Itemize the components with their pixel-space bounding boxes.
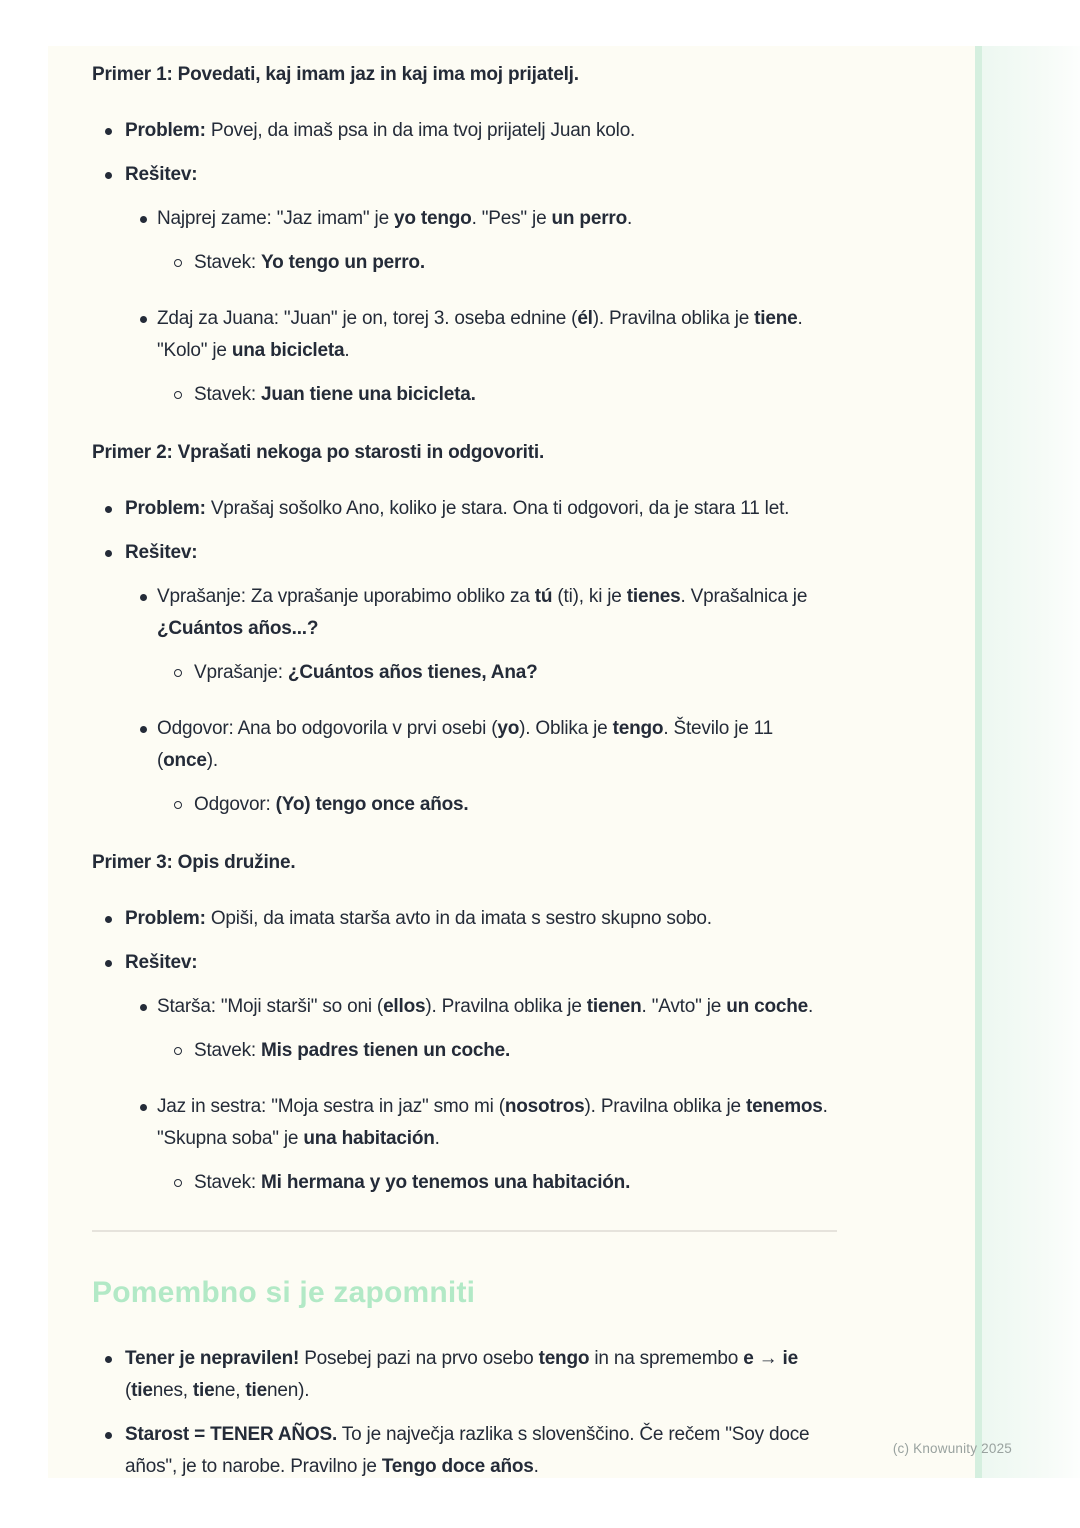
text: Opiši, da imata starša avto in da imata s sestro skupno sobo.	[205, 908, 712, 929]
list-item	[140, 303, 837, 367]
copyright-note: (c) Knowunity 2025	[892, 1441, 1012, 1456]
page-accent-stripe	[975, 46, 982, 1478]
bold-text: tenemos	[745, 1096, 823, 1117]
text: To je največja razlika s slovenščino. Če rečem "Soy doce años", je to narobe. Pravilno je	[125, 1424, 810, 1477]
bold-text: tú	[534, 586, 553, 607]
text: .	[808, 996, 814, 1017]
list-item	[140, 203, 837, 235]
list-item	[105, 115, 837, 147]
text: ). Oblika je	[519, 718, 613, 739]
text: Odgovor: Ana bo odgovorila v prvi osebi (	[157, 718, 498, 739]
text: . "Pes" je	[471, 208, 552, 229]
bold-text: tienen	[586, 996, 642, 1017]
bold-text: Rešitev:	[125, 164, 198, 185]
bold-text: Primer 1: Povedati, kaj imam jaz in kaj ima moj prijatelj.	[92, 64, 579, 85]
bold-text: él	[577, 308, 593, 329]
text: ne,	[214, 1380, 246, 1401]
bold-text: tiene	[754, 308, 798, 329]
text: (ti), ki je	[552, 586, 627, 607]
text: . "Skupna soba" je	[157, 1096, 828, 1149]
list-item	[105, 493, 837, 525]
text: .	[434, 1128, 440, 1149]
list-item	[174, 1035, 837, 1067]
text: . "Avto" je	[641, 996, 727, 1017]
bold-text: tengo	[612, 718, 664, 739]
bold-text: e → ie	[743, 1348, 799, 1369]
example-heading	[92, 60, 837, 90]
list-item	[174, 1167, 837, 1199]
text: Stavek:	[194, 252, 262, 273]
list-item	[105, 1419, 837, 1483]
text: .	[344, 340, 350, 361]
text: .	[627, 208, 633, 229]
example-heading	[92, 438, 837, 468]
bold-text: Pomembno si je zapomniti	[92, 1276, 476, 1309]
bold-text: nosotros	[504, 1096, 585, 1117]
list-item	[174, 657, 837, 689]
text: Najprej zame: "Jaz imam" je	[157, 208, 395, 229]
list-item	[105, 537, 837, 569]
bold-text: yo	[497, 718, 520, 739]
text: . Število je 11 (	[157, 718, 773, 771]
document-page	[48, 46, 975, 1478]
bold-text: tie	[245, 1380, 267, 1401]
list-item	[105, 1343, 837, 1407]
document-content	[92, 60, 837, 1495]
bold-text: Problem:	[125, 908, 206, 929]
bold-text: ellos	[383, 996, 426, 1017]
list-item	[140, 991, 837, 1023]
bold-text: Tener je nepravilen!	[125, 1348, 300, 1369]
example-heading	[92, 848, 837, 878]
divider	[92, 1230, 837, 1232]
text: ).	[206, 750, 218, 771]
text: nes,	[152, 1380, 193, 1401]
bold-text: tie	[192, 1380, 215, 1401]
list-item	[174, 247, 837, 279]
bold-text: (Yo) tengo once años.	[275, 794, 469, 815]
bold-text: una bicicleta	[231, 340, 345, 361]
text: Stavek:	[194, 1040, 262, 1061]
text: Zdaj za Juana: "Juan" je on, torej 3. oseba ednine (	[157, 308, 578, 329]
text: Povej, da imaš psa in da ima tvoj prijatelj Juan kolo.	[205, 120, 636, 141]
bold-text: Mi hermana y yo tenemos una habitación.	[261, 1172, 631, 1193]
bold-text: Rešitev:	[125, 542, 198, 563]
side-panel	[982, 46, 1080, 1478]
text: ). Pravilna oblika je	[425, 996, 587, 1017]
text: Vprašanje: Za vprašanje uporabimo obliko za	[157, 586, 535, 607]
list-item	[105, 159, 837, 191]
list-item	[174, 789, 837, 821]
text: Starša: "Moji starši" so oni (	[157, 996, 384, 1017]
list-item	[105, 903, 837, 935]
list-item	[105, 947, 837, 979]
bold-text: Mis padres tienen un coche.	[261, 1040, 511, 1061]
text: ). Pravilna oblika je	[592, 308, 755, 329]
text: in na spremembo	[589, 1348, 744, 1369]
text: Vprašanje:	[194, 662, 288, 683]
text: Stavek:	[194, 384, 262, 405]
text: Vprašaj sošolko Ano, koliko je stara. Ona ti odgovori, da je stara 11 let.	[205, 498, 790, 519]
text: . Vprašalnica je	[680, 586, 808, 607]
bold-text: Rešitev:	[125, 952, 198, 973]
bold-text: Primer 2: Vprašati nekoga po starosti in odgovoriti.	[92, 442, 545, 463]
bold-text: Problem:	[125, 120, 206, 141]
bold-text: yo tengo	[394, 208, 472, 229]
text: .	[533, 1456, 539, 1477]
list-item	[174, 379, 837, 411]
bold-text: ¿Cuántos años tienes, Ana?	[287, 662, 538, 683]
text: ). Pravilna oblika je	[584, 1096, 746, 1117]
bold-text: Tengo doce años	[381, 1456, 534, 1477]
text: Stavek:	[194, 1172, 262, 1193]
bold-text: Starost = TENER AÑOS.	[125, 1424, 338, 1445]
bold-text: Primer 3: Opis družine.	[92, 852, 296, 873]
text: nen).	[266, 1380, 310, 1401]
bold-text: Juan tiene una bicicleta.	[261, 384, 476, 405]
bold-text: un perro	[551, 208, 627, 229]
text: Odgovor:	[194, 794, 276, 815]
bold-text: Yo tengo un perro.	[261, 252, 425, 273]
bold-text: once	[163, 750, 207, 771]
list-item	[140, 581, 837, 645]
text: Jaz in sestra: "Moja sestra in jaz" smo mi (	[157, 1096, 505, 1117]
text: . "Kolo" je	[157, 308, 803, 361]
bold-text: una habitación	[303, 1128, 435, 1149]
text: Posebej pazi na prvo osebo	[299, 1348, 539, 1369]
list-item	[140, 713, 837, 777]
text: (	[125, 1380, 132, 1401]
list-item	[140, 1091, 837, 1155]
bold-text: tengo	[538, 1348, 590, 1369]
bold-text: Problem:	[125, 498, 206, 519]
bold-text: un coche	[726, 996, 809, 1017]
bold-text: ¿Cuántos años...?	[157, 618, 319, 639]
key-points-heading	[92, 1273, 837, 1313]
bold-text: tienes	[626, 586, 681, 607]
bold-text: tie	[131, 1380, 153, 1401]
